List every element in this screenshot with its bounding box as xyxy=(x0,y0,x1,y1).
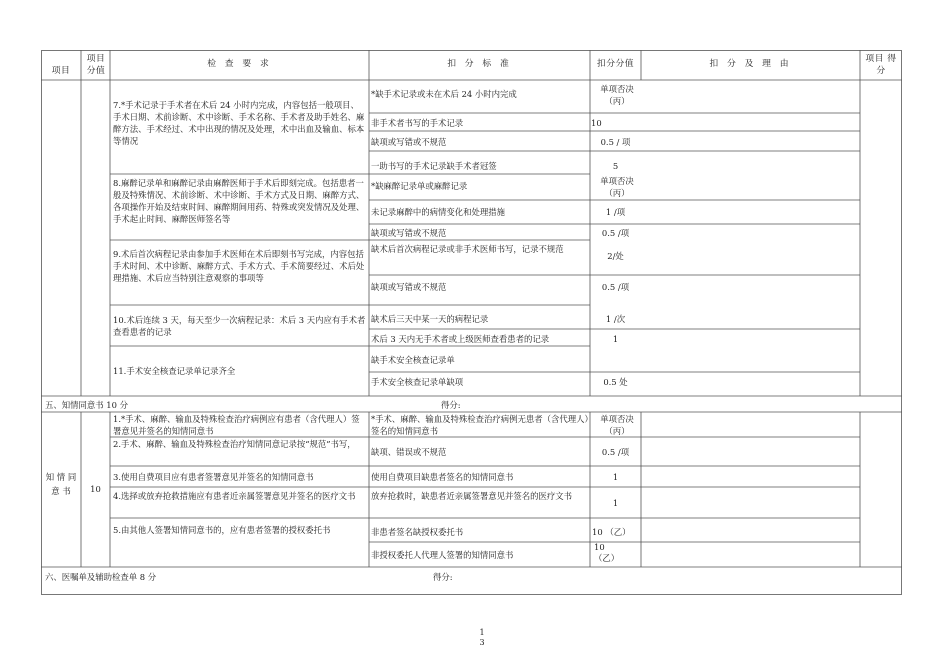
page-current: 1 xyxy=(479,628,485,637)
requirement-11: 11.手术安全核查记录单记录齐全 xyxy=(113,366,236,376)
criterion-text: 缺项或写错或不规范 xyxy=(371,282,447,292)
section6-title: 六、医嘱单及辅助检查单 8 分 xyxy=(45,572,157,582)
consent-requirement-2: 2.手术、麻醉、输血及特殊检查治疗知情同意记录按“规范”书写， xyxy=(113,439,356,449)
section5-title: 五、知情同意书 10 分 xyxy=(45,400,128,410)
header-reason: 扣 分 及 理 由 xyxy=(709,59,792,69)
requirement-9: 9.术后首次病程记录由参加手术医师在术后即刻书写完成，内容包括手术时间、术中诊断、麻醉方式、手术方式、手术简要经过、术后处理措施、术后应当特别注意观察的事项等 xyxy=(113,249,365,283)
deduction-value: 1 xyxy=(612,472,619,482)
deduction-value: 10 （乙） xyxy=(592,527,631,537)
deduction-value: 1 xyxy=(612,334,619,344)
criterion-text: *缺手术记录或未在术后 24 小时内完成 xyxy=(371,89,517,99)
consent-requirement-5: 5.由其他人签署知情同意书的，应有患者签署的授权委托书 xyxy=(113,525,331,535)
criterion-text: 一助书写的手术记录缺手术者冠签 xyxy=(371,161,497,171)
deduction-value: 单项否决（丙） xyxy=(600,414,634,436)
criterion-text: 非授权委托人代理人签署的知情同意书 xyxy=(371,550,514,560)
header-standard: 扣 分 标 准 xyxy=(447,59,512,69)
criterion-text: 放弃抢救时，缺患者近亲属签署意见并签名的医疗文书 xyxy=(371,491,572,501)
page-number xyxy=(470,628,494,648)
deduction-value: 1 /项 xyxy=(605,207,626,217)
page-total: 3 xyxy=(479,638,485,647)
consent-item-label: 知 情 同 意 书 xyxy=(45,472,77,496)
requirement-7: 7.*手术记录于手术者在术后 24 小时内完成，内容包括一般项目、手术日期、术前诊断、术中诊断、手术名称、手术者及助手姓名、麻醉方法、手术经过、术中出现的情况及处理，术中出血及输血、标本等情况 xyxy=(113,100,365,146)
requirement-8: 8.麻醉记录单和麻醉记录由麻醉医师于手术后即刻完成。包括患者一般及特殊情况、术前诊断、术中诊断、手术方式及日期、麻醉方式、各项操作开始及结束时间、麻醉期间用药、特殊或突发情况及处理、手术起止时间、麻醉医师签名等 xyxy=(113,178,365,224)
deduction-value: 10 （乙） xyxy=(594,542,620,563)
header-item: 项目 xyxy=(51,66,71,76)
deduction-value: 1 /次 xyxy=(605,314,626,324)
section5-score-label: 得分: xyxy=(441,400,461,410)
deduction-value: 5 xyxy=(612,161,619,171)
criterion-text: 非手术者书写的手术记录 xyxy=(371,118,464,128)
header-deduction: 扣分分值 xyxy=(596,59,635,69)
deduction-value: 1 xyxy=(612,498,619,508)
criterion-text: 缺手术安全核查记录单 xyxy=(371,355,455,365)
consent-requirement-1: 1.*手术、麻醉、输血及特殊检查治疗病例应有患者（含代理人）签署意见并签名的知情同意书 xyxy=(113,414,360,436)
header-points: 项目 分值 xyxy=(86,54,106,76)
criterion-text: 缺项或写错或不规范 xyxy=(371,228,447,238)
header-requirement: 检 查 要 求 xyxy=(207,59,272,69)
criterion-text: 使用自费项目缺患者签名的知情同意书 xyxy=(371,472,514,482)
criterion-text: 缺项、错误或不规范 xyxy=(371,447,447,457)
criterion-text: 缺术后首次病程记录或非手术医师书写，记录不规范 xyxy=(371,244,564,254)
criterion-text: *手术、麻醉、输血及特殊检查治疗病例无患者（含代理人）签名的知情同意书 xyxy=(371,414,589,436)
deduction-value: 0.5 处 xyxy=(603,377,628,387)
deduction-value: 单项否决（丙） xyxy=(600,176,634,198)
deduction-value: 单项否决（丙） xyxy=(600,84,634,106)
consent-points: 10 xyxy=(90,484,101,494)
deduction-value: 0.5 /项 xyxy=(601,282,630,292)
criterion-text: 术后 3 天内无手术者或上级医师查看患者的记录 xyxy=(371,334,550,344)
criterion-text: *缺麻醉记录单或麻醉记录 xyxy=(371,181,468,191)
deduction-value: 0.5 /项 xyxy=(601,447,630,457)
section6-score-label: 得分: xyxy=(433,572,453,582)
criterion-text: 非患者签名缺授权委托书 xyxy=(371,527,464,537)
deduction-value: 10 xyxy=(591,118,602,128)
criterion-text: 缺项或写错或不规范 xyxy=(371,137,447,147)
deduction-value: 2/处 xyxy=(607,251,624,261)
deduction-value: 0.5 / 项 xyxy=(600,137,631,147)
deduction-value: 0.5 /项 xyxy=(601,228,630,238)
criterion-text: 未记录麻醉中的病情变化和处理措施 xyxy=(371,207,505,217)
criterion-text: 手术安全核查记录单缺项 xyxy=(371,377,464,387)
consent-requirement-4: 4.选择或放弃抢救措施应有患者近亲属签署意见并签名的医疗文书 xyxy=(113,491,356,501)
header-score: 项目 得分 xyxy=(865,54,897,76)
requirement-10: 10.术后连续 3 天，每天至少一次病程记录：术后 3 天内应有手术者查看患者的记录 xyxy=(113,315,366,337)
consent-requirement-3: 3.使用自费项目应有患者签署意见并签名的知情同意书 xyxy=(113,472,314,482)
criterion-text: 缺术后三天中某一天的病程记录 xyxy=(371,314,489,324)
inspection-table xyxy=(41,50,902,595)
